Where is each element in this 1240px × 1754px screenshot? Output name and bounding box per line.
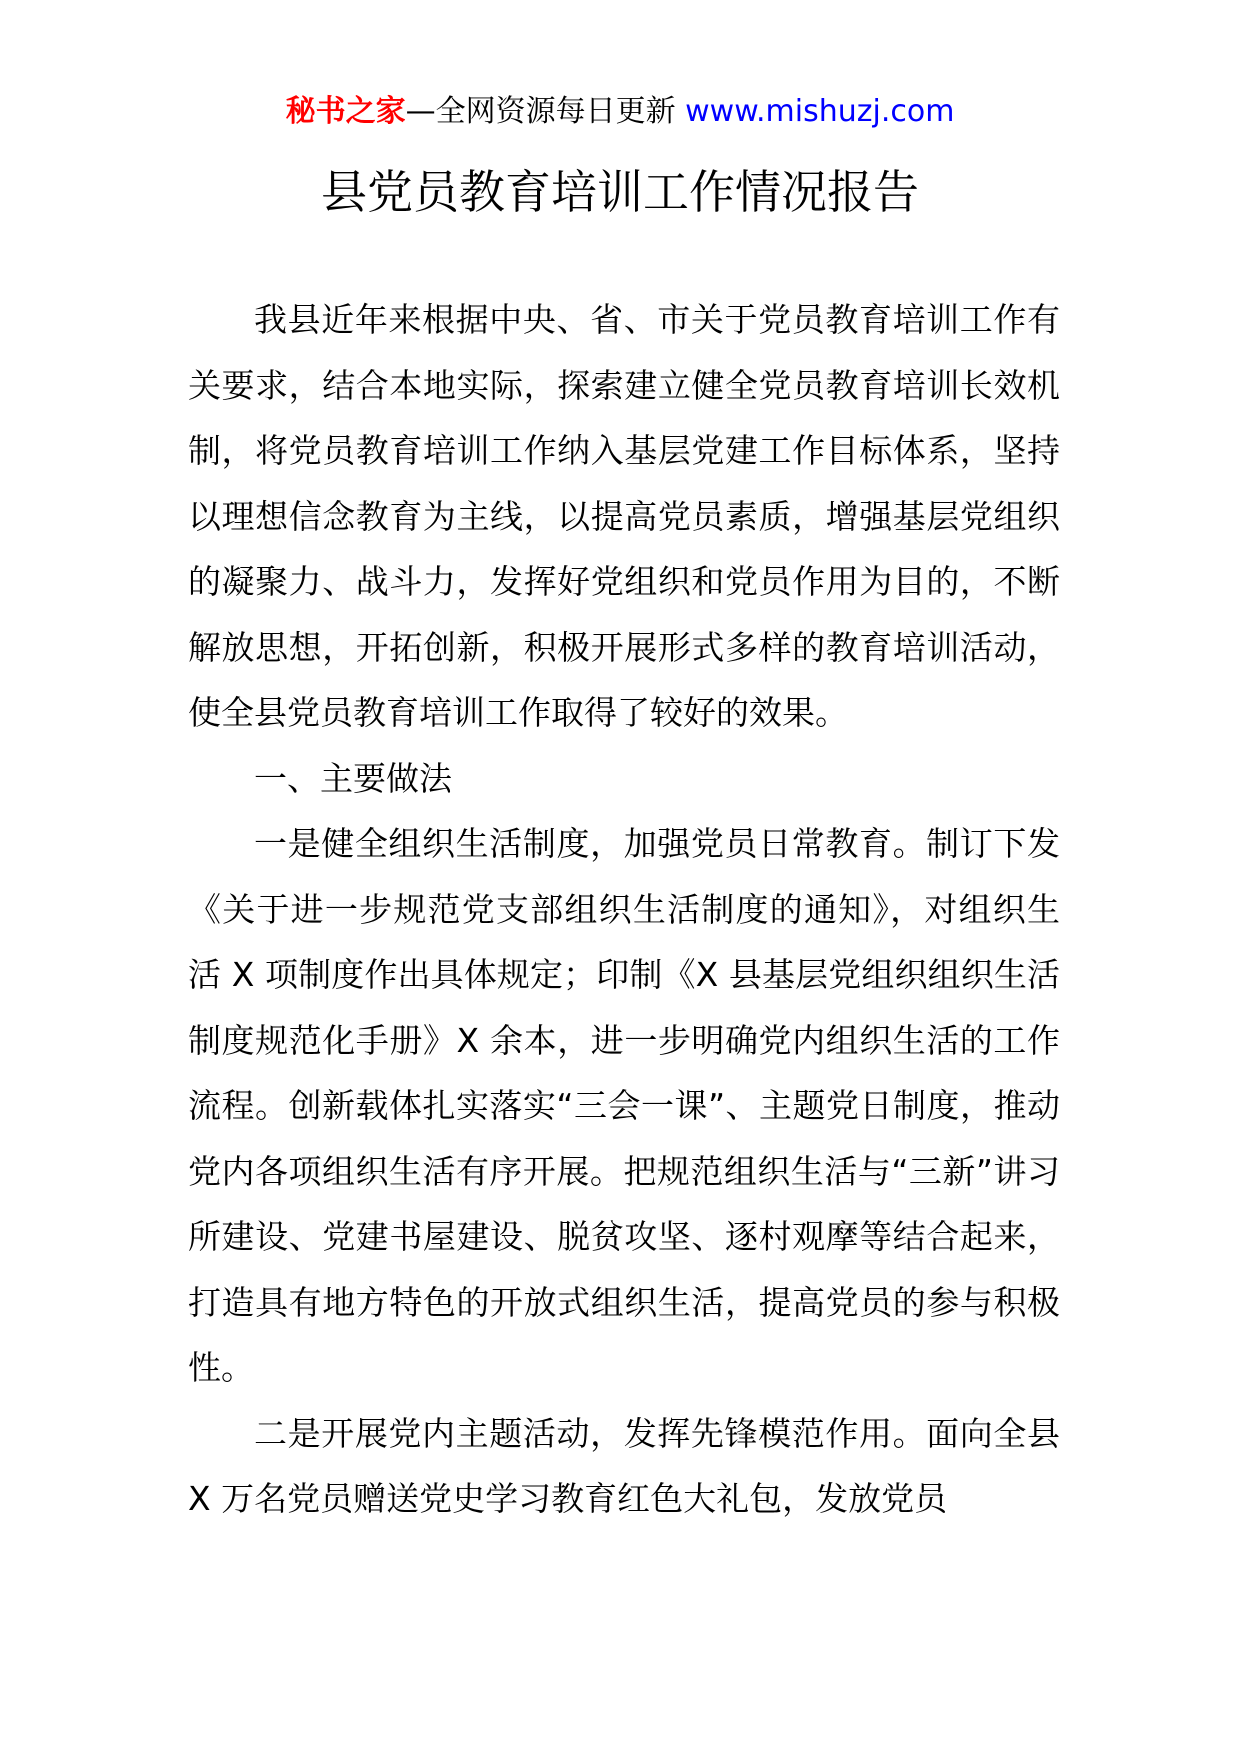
document-title: 县党员教育培训工作情况报告 <box>321 165 919 219</box>
paragraph-intro: 我县近年来根据中央、省、市关于党员教育培训工作有关要求，结合本地实际，探索建立健全党员教育培训长效机制，将党员教育培训工作纳入基层党建工作目标体系，坚持以理想信念教育为主线，以提高党员素质，增强基层党组织的凝聚力、战斗力，发挥好党组织和党员作用为目的，不断解放思想，开拓创新，积极开展形式多样的教育培训活动，使全县党员教育培训工作取得了较好的效果。 <box>188 300 1060 732</box>
brand-name: 秘书之家 <box>285 94 406 129</box>
site-url-link[interactable]: www.mishuzj.com <box>685 94 955 129</box>
header-slogan: —全网资源每日更新 <box>405 94 676 129</box>
site-header <box>0 92 1240 132</box>
paragraph-item-1: 一是健全组织生活制度，加强党员日常教育。制订下发《关于进一步规范党支部组织生活制度的通知》，对组织生活 X 项制度作出具体规定；印制《X 县基层党组织组织生活制度规范化手册》X 余本，进一步明确党内组织生活的工作流程。创新载体扎实落实“三会一课”、主题党日制度，推动党内各项组织生活有序开展。把规范组织生活与“三新”讲习所建设、党建书屋建设、脱贫攻坚、逐村观摩等结合起来，打造具有地方特色的开放式组织生活，提高党员的参与积极性。 <box>188 824 1060 1387</box>
document-body <box>188 287 1060 1532</box>
paragraph-item-2: 二是开展党内主题活动，发挥先锋模范作用。面向全县 X 万名党员赠送党史学习教育红色大礼包，发放党员 <box>188 1413 1060 1518</box>
section-heading: 一、主要做法 <box>254 758 452 798</box>
